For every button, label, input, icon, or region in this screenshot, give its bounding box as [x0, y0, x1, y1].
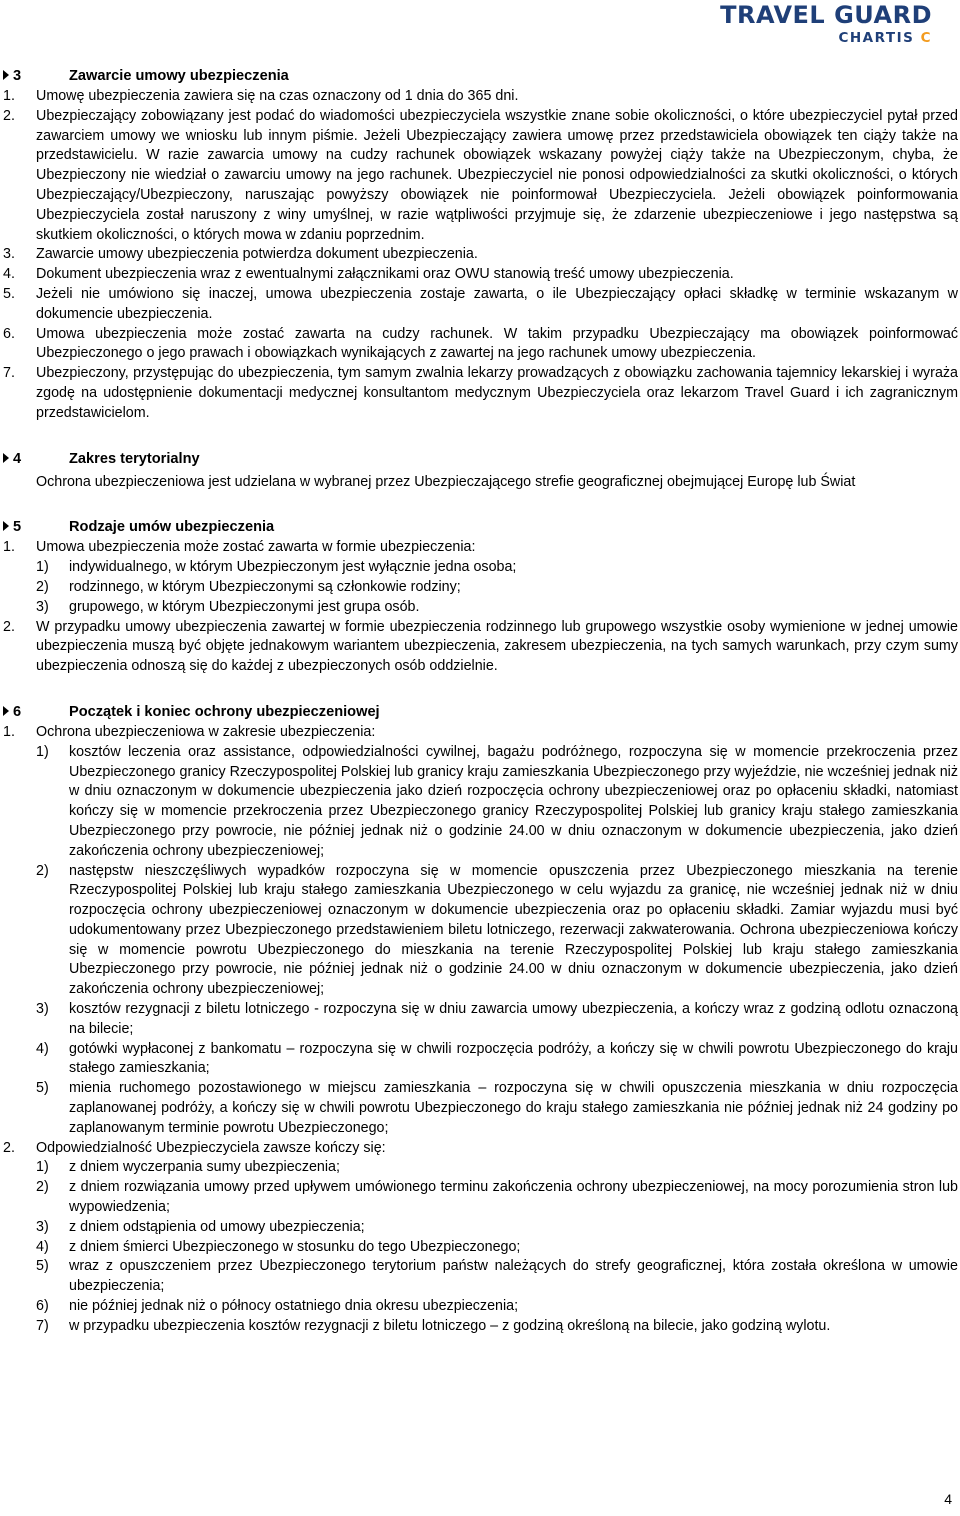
sub-list-item: 5) wraz z opuszczeniem przez Ubezpieczonego terytorium państw należących do strefy geograficznej, która została określona w umowie ubezpieczenia; — [36, 1258, 958, 1295]
page-number: 4 — [944, 1491, 952, 1507]
sub-list-item: 4) z dniem śmierci Ubezpieczonego w stosunku do tego Ubezpieczonego; — [36, 1238, 521, 1255]
list-item: 1. Umowa ubezpieczenia może zostać zawarta w formie ubezpieczenia: — [3, 539, 476, 556]
section-heading: 6 Początek i koniec ochrony ubezpieczeniowej — [3, 703, 958, 723]
sub-list-item: 3) grupowego, w którym Ubezpieczonymi jest grupa osób. — [36, 598, 420, 615]
list-item: 2. Ubezpieczający zobowiązany jest podać do wiadomości ubezpieczyciela wszystkie znane sobie okoliczności, o które ubezpieczyciel pytał przed zawarciem umowy we wniosku lub innym piśmie. Jeżeli Ubezpieczający zawiera umowę przez przedstawiciela obowiązek ten ciąży także na przedstawicielu. W razie zawarcia umowy na cudzy rachunek obowiązek wskazany powyżej ciąży także na Ubezpieczonym, chyba, że Ubezpieczony nie wiedział o zawarciu umowy na jego rachunek. Ubezpieczyciel nie ponosi odpowiedzialności za skutki okoliczności, o których Ubezpieczający/Ubezpieczony, naruszając powyższy obowiązek nie poinformował Ubezpieczyciela. Jeżeli obowiązek poinformowania Ubezpieczyciela został naruszony z winy umyślnej, w razie wątpliwości przyjmuje się, że zdarzenie ubezpieczeniowe i jego następstwa są skutkiem okoliczności, o których mowa w zdaniu poprzednim. — [3, 107, 958, 243]
chartis-c-icon: C — [920, 30, 932, 46]
sub-list-item: 3) kosztów rezygnacji z biletu lotniczego - rozpoczyna się w dniu zawarcia umowy ubezpieczenia, a kończy wraz z godziną odlotu oznaczoną na bilecie; — [36, 1001, 958, 1037]
logo-title: TRAVEL GUARD — [720, 1, 932, 29]
bullet-triangle-icon — [3, 706, 9, 716]
paragraph: Ochrona ubezpieczeniowa jest udzielana w wybranej przez Ubezpieczającego strefie geograficznej obejmującej Europę lub Świat — [36, 473, 856, 490]
section-heading: 3 Zawarcie umowy ubezpieczenia — [3, 67, 958, 87]
list-item: 7. Ubezpieczony, przystępując do ubezpieczenia, tym samym zwalnia lekarzy prowadzących z obowiązku zachowania tajemnicy lekarskiej i wyraża zgodę na udostępnienie dokumentacji medycznej konsultantom medycznym Ubezpieczyciela oraz lekarzom Travel Guard i ich zagranicznym przedstawicielom. — [3, 365, 958, 421]
list-item: 6. Umowa ubezpieczenia może zostać zawarta na cudzy rachunek. W takim przypadku Ubezpieczający ma obowiązek poinformować Ubezpieczonego o jego prawach i obowiązkach wynikających z zawartej na jego rachunek umowy ubezpieczenia. — [3, 325, 958, 362]
list-item: 1. Ochrona ubezpieczeniowa w zakresie ubezpieczenia: — [3, 723, 376, 740]
sub-list-item: 3) z dniem odstąpienia od umowy ubezpieczenia; — [36, 1218, 365, 1235]
list-item: 3. Zawarcie umowy ubezpieczenia potwierdza dokument ubezpieczenia. — [3, 246, 478, 263]
sub-list-item: 6) nie później jednak niż o północy ostatniego dnia okresu ubezpieczenia; — [36, 1298, 519, 1315]
sub-list-item: 2) rodzinnego, w którym Ubezpieczonymi są członkowie rodziny; — [36, 578, 461, 595]
sub-list-item: 1) z dniem wyczerpania sumy ubezpieczenia; — [36, 1159, 340, 1176]
list-item: 4. Dokument ubezpieczenia wraz z ewentualnymi załącznikami oraz OWU stanowią treść umowy ubezpieczenia. — [3, 266, 734, 283]
list-item: 1. Umowę ubezpieczenia zawiera się na czas oznaczony od 1 dnia do 365 dni. — [3, 88, 519, 104]
list-item: 2. Odpowiedzialność Ubezpieczyciela zawsze kończy się: — [3, 1139, 386, 1156]
sub-list-item: 5) mienia ruchomego pozostawionego w miejscu zamieszkania – rozpoczyna się w chwili opuszczenia mieszkania w dniu rozpoczęcia zaplanowanej podróży, a kończy się w chwili powrotu Ubezpieczonego do kraju stałego zamieszkania nie później jednak niż 24 godziny po zaplanowanym terminie powrotu Ubezpieczonego; — [36, 1080, 958, 1136]
sub-list-item: 1) indywidualnego, w którym Ubezpieczonym jest wyłącznie jedna osoba; — [36, 559, 517, 576]
document-body — [3, 62, 958, 1337]
section-heading: 4 Zakres terytorialny — [3, 450, 958, 470]
sub-list-item: 1) kosztów leczenia oraz assistance, odpowiedzialności cywilnej, bagażu podróżnego, rozpoczyna się w momencie przekroczenia przez Ubezpieczonego granicy Rzeczypospolitej Polskiej lub granicy kraju zamieszkania Ubezpieczonego przy wyjeździe, nie wcześniej jednak niż w dniu oznaczonym w dokumencie ubezpieczenia jako dzień rozpoczęcia ochrony ubezpieczeniowej oraz po opłaceniu składki, natomiast kończy się w momencie przekroczenia przez Ubezpieczonego granicy Rzeczypospolitej Polskiej lub granicy kraju stałego zamieszkania Ubezpieczonego przy powrocie, nie później jednak niż o godzinie 24.00 w dniu oznaczonym w dokumencie ubezpieczenia, jako dzień zakończenia ochrony ubezpieczeniowej; — [36, 743, 958, 859]
bullet-triangle-icon — [3, 70, 9, 80]
list-item: 5. Jeżeli nie umówiono się inaczej, umowa ubezpieczenia zostaje zawarta, o ile Ubezpieczający opłaci składkę w terminie wskazanym w dokumencie ubezpieczenia. — [3, 285, 958, 322]
bullet-triangle-icon — [3, 521, 9, 531]
logo-subtitle: CHARTIS C — [838, 30, 932, 46]
sub-list-item: 7) w przypadku ubezpieczenia kosztów rezygnacji z biletu lotniczego – z godziną określoną na bilecie, jako godziną wylotu. — [36, 1317, 831, 1334]
list-item: 2. W przypadku umowy ubezpieczenia zawartej w formie ubezpieczenia rodzinnego lub grupowego wszystkie osoby wymienione w jednej umowie ubezpieczenia muszą być objęte jednakowym wariantem ubezpieczenia, zakresem ubezpieczenia, na tych samych warunkach, przy czym sumy ubezpieczenia odnoszą się do każdej z ubezpieczonych osób oddzielnie. — [3, 618, 958, 675]
sub-list-item: 4) gotówki wypłaconej z bankomatu – rozpoczyna się w chwili rozpoczęcia podróży, a kończy się w chwili powrotu Ubezpieczonego do kraju stałego zamieszkania; — [36, 1040, 958, 1077]
sub-list-item: 2) z dniem rozwiązania umowy przed upływem umówionego terminu zakończenia ochrony ubezpieczeniowej, na mocy porozumienia stron lub wypowiedzenia; — [36, 1179, 958, 1216]
travel-guard-logo — [720, 2, 932, 46]
section-heading: 5 Rodzaje umów ubezpieczenia — [3, 518, 958, 538]
bullet-triangle-icon — [3, 453, 9, 463]
sub-list-item: 2) następstw nieszczęśliwych wypadków rozpoczyna się w momencie opuszczenia przez Ubezpieczonego mieszkania na terenie Rzeczypospolitej Polskiej lub kraju stałego zamieszkania Ubezpieczonego w celu wyjazdu za granicę, nie wcześniej jednak niż w dniu rozpoczęcia ochrony ubezpieczeniowej oznaczonym w dokumencie ubezpieczenia oraz po opłaceniu składki. Zamiar wyjazdu musi być udokumentowany przez Ubezpieczonego przedstawieniem biletu lotniczego, rezerwacji zakwaterowania. Ochrona ubezpieczeniowa kończy się w momencie powrotu Ubezpieczonego do mieszkania na terenie Rzeczypospolitej Polskiej lub kraju stałego zamieszkania Ubezpieczonego przy powrocie, nie później jednak niż o godzinie 24.00 w dniu oznaczonym w dokumencie ubezpieczenia, jako dzień zakończenia ochrony ubezpieczeniowej; — [36, 862, 958, 998]
